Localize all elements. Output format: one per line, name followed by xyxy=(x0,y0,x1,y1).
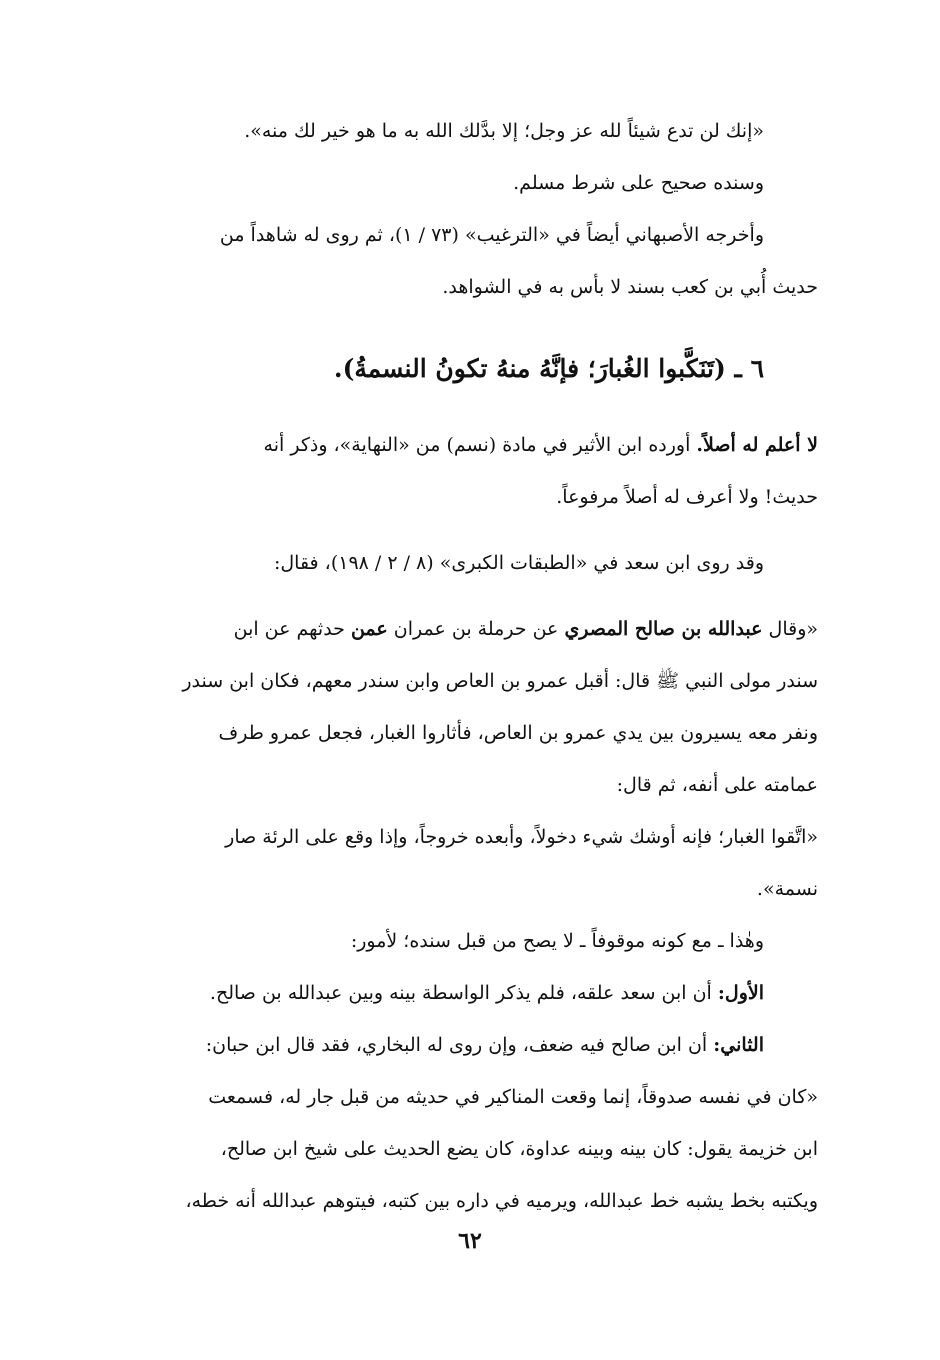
text-line: وسنده صحيح على شرط مسلم. xyxy=(513,172,764,194)
text-line xyxy=(92,419,818,471)
point-label: الأول: xyxy=(717,982,764,1004)
text-line: حديث أُبي بن كعب بسند لا بأس به في الشواهد. xyxy=(442,276,818,298)
text-line: وقد روى ابن سعد في «الطبقات الكبرى» (٨ / ٢ / ١٩٨)، فقال: xyxy=(273,552,764,574)
page-number: ٦٢ xyxy=(458,1228,482,1254)
text-span: حدثهم عن ابن xyxy=(233,618,351,640)
text-line: وهٰذا ـ مع كونه موقوفاً ـ لا يصح من قبل سنده؛ لأمور: xyxy=(350,930,764,952)
point-label: الثاني: xyxy=(713,1034,764,1056)
text-span: عن حرملة بن عمران xyxy=(387,618,565,640)
quote-line: سندر مولى النبي ﷺ قال: أقبل عمرو بن العاص وابن سندر معهم، فكان ابن سندر xyxy=(182,670,818,692)
quote-line: «إنك لن تدع شيئاً لله عز وجل؛ إلا بدَّلك الله به ما هو خير لك منه». xyxy=(244,120,764,142)
quote-line: ويكتبه بخط يشبه خط عبدالله، ويرميه في داره بين كتبه، فيتوهم عبدالله أنه خطه، xyxy=(185,1190,818,1212)
narrator-bold: عبدالله بن صالح المصري xyxy=(564,618,763,640)
text-span: أن ابن سعد علقه، فلم يذكر الواسطة بينه وبين عبدالله بن صالح. xyxy=(209,982,718,1004)
quote-line: «كان في نفسه صدوقاً، إنما وقعت المناكير في حديثه من قبل جار له، فسمعت xyxy=(208,1086,818,1108)
quote-line: عمامته على أنفه، ثم قال: xyxy=(616,774,818,796)
text-line xyxy=(92,967,818,1019)
quote-line: «اتَّقوا الغبار؛ فإنه أوشك شيء دخولاً، وأبعده خروجاً، وإذا وقع على الرئة صار xyxy=(225,826,818,848)
page-body xyxy=(92,105,818,1227)
narrator-bold: عمن xyxy=(350,618,388,640)
text-span: أورده ابن الأثير في مادة (نسم) من «النهاية»، وذكر أنه xyxy=(263,434,697,456)
hadith-heading: ٦ ـ (تَنَكَّبوا الغُبارَ؛ فإنَّهُ منهُ تكونُ النسمةُ). xyxy=(333,354,764,383)
quote-line xyxy=(92,603,818,655)
text-span: «وقال xyxy=(762,618,818,640)
text-line: حديث! ولا أعرف له أصلاً مرفوعاً. xyxy=(556,486,818,508)
quote-line: ونفر معه يسيرون بين يدي عمرو بن العاص، فأثاروا الغبار، فجعل عمرو طرف xyxy=(218,722,818,744)
quote-line: ابن خزيمة يقول: كان بينه وبينه عداوة، كان يضع الحديث على شيخ ابن صالح، xyxy=(220,1138,818,1160)
text-line xyxy=(92,1019,818,1071)
quote-line: نسمة». xyxy=(756,878,818,900)
text-line: وأخرجه الأصبهاني أيضاً في «الترغيب» (٧٣ / ١)، ثم روى له شاهداً من xyxy=(219,224,764,246)
text-span: أن ابن صالح فيه ضعف، وإن روى له البخاري، فقد قال ابن حبان: xyxy=(205,1034,714,1056)
verdict-bold: لا أعلم له أصلاً. xyxy=(696,434,818,456)
